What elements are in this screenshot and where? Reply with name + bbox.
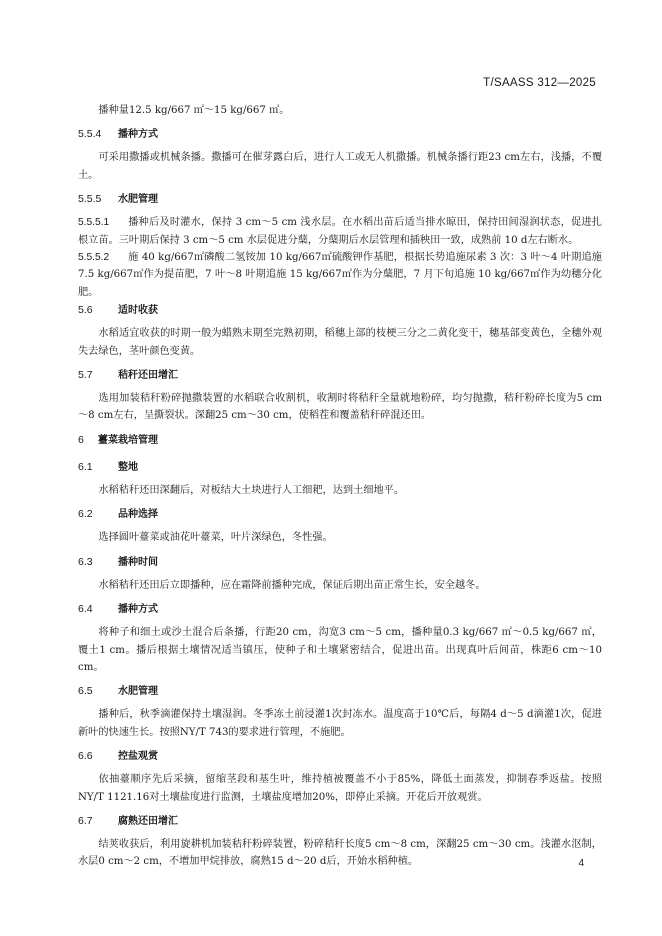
paragraph: 选择圆叶薹菜或油花叶薹菜，叶片深绿色，冬性强。 [98, 532, 333, 544]
paragraph: 结荚收获后，利用旋耕机加装秸秆粉碎装置，粉碎秸秆长度5 cm～8 cm，深翻25 cm～30 cm。浅灌水沤制，水层0 cm～2 cm，不增加甲烷排放，腐熟15 d～20 d后，开始水稻种植。 [78, 838, 602, 868]
section-heading [78, 125, 602, 144]
section-title: 薹菜栽培管理 [98, 434, 158, 446]
section-number: 6.2 [78, 508, 93, 521]
paragraph: 选用加装秸秆粉碎抛撒装置的水稻联合收割机，收割时将秸秆全量就地粉碎，均匀抛撒，秸秆粉碎长度为5 cm～8 cm左右，呈撕裂状。深翻25 cm～30 cm，使稻茬和覆盖秸秆碎混还田。 [78, 393, 602, 422]
paragraph: 将种子和细土或沙土混合后条播，行距20 cm，沟宽3 cm～5 cm，播种量0.3 kg/667 ㎡～0.5 kg/667 ㎡，覆土1 cm。播后根据土壤情况适当镇压，使种子和土壤紧密结合，促进出苗。出现真叶后间苗，株距6 cm～10 cm。 [78, 627, 602, 673]
section-heading [78, 431, 602, 450]
section-title: 整地 [118, 461, 138, 473]
section-number: 6.6 [78, 750, 93, 763]
section-number: 6 [78, 433, 84, 446]
section-number: 6.4 [78, 603, 93, 616]
paragraph: 播种后，秋季滴灌保持土壤湿润。冬季冻土前浸灌1次封冻水。温度高于10℃后，每隔4 d～5 d滴灌1次，促进新叶的快速生长。按照NY/T 743的要求进行管理，不施肥。 [78, 709, 602, 738]
section-number: 5.5.4 [78, 128, 102, 141]
subclause-text: 施 40 kg/667㎡磷酸二氢铵加 10 kg/667㎡硫酸钾作基肥，根据长势追施尿素 3 次：3 叶～4 叶期追施 7.5 kg/667㎡作为提苗肥，7 叶～8 叶期追施 15 kg/667㎡作为分蘖肥，7 月下旬追施 10 kg/667㎡作为幼穗分化肥。 [78, 252, 602, 298]
section-title: 适时收获 [118, 305, 158, 317]
paragraph: 水稻秸秆还田深翻后，对板结大土块进行人工细耙，达到土细地平。 [98, 484, 405, 496]
section-heading [78, 458, 602, 477]
section-heading [78, 600, 602, 619]
document-body [78, 102, 602, 877]
subclause [78, 249, 602, 301]
section-title: 秸秆还田增汇 [118, 370, 178, 382]
section-title: 播种时间 [118, 556, 158, 568]
section-heading [78, 682, 602, 701]
section-title: 控盐观赏 [118, 751, 158, 763]
section-heading [78, 812, 602, 831]
standard-number: T/SAASS 312—2025 [483, 77, 596, 89]
subclause [78, 214, 602, 249]
section-number: 5.7 [78, 369, 93, 382]
section-title: 水肥管理 [118, 686, 158, 698]
section-number: 6.7 [78, 814, 93, 827]
subclause-number: 5.5.5.2 [78, 252, 110, 264]
section-number: 6.1 [78, 460, 93, 473]
section-heading [78, 553, 602, 572]
paragraph: 水稻秸秆还田后立即播种，应在霜降前播种完成，保证后期出苗正常生长，安全越冬。 [98, 579, 486, 591]
section-heading [78, 190, 602, 209]
paragraph: 水稻适宜收获的时期一般为蜡熟末期至完熟初期，稻穗上部的枝梗三分之二黄化变干，穗基部变黄色，全穗外观失去绿色，茎叶颜色变黄。 [78, 328, 602, 357]
subclause-number: 5.5.5.1 [78, 217, 110, 229]
section-number: 5.6 [78, 304, 93, 317]
section-number: 6.3 [78, 555, 93, 568]
section-title: 播种方式 [118, 129, 158, 141]
page-number: 4 [578, 858, 584, 869]
section-title: 播种方式 [118, 604, 158, 616]
section-heading [78, 366, 602, 385]
section-heading [78, 301, 602, 320]
section-heading [78, 505, 602, 524]
section-number: 5.5.5 [78, 193, 102, 206]
section-title: 水肥管理 [118, 194, 158, 206]
paragraph: 可采用撒播或机械条播。撒播可在催芽露白后，进行人工或无人机撒播。机械条播行距23 cm左右，浅播，不覆土。 [78, 152, 602, 181]
section-title: 品种选择 [118, 509, 158, 521]
paragraph: 播种量12.5 kg/667 ㎡～15 kg/667 ㎡。 [98, 105, 290, 116]
section-number: 6.5 [78, 685, 93, 698]
subclause-text: 播种后及时灌水，保持 3 cm～5 cm 浅水层。在水稻出苗后适当排水晾田，保持田间湿润状态，促进扎根立苗。三叶期后保持 3 cm～5 cm 水层促进分蘖，分蘖期后水层管理和插秧田一致，成熟前 10 d左右断水。 [78, 217, 602, 246]
paragraph: 依抽薹顺序先后采摘，留缩茎段和基生叶，维持植被覆盖不小于85%，降低土面蒸发，抑制春季返盐。按照NY/T 1121.16对土壤盐度进行监测，土壤盐度增加20%，即停止采摘。开花后开放观赏。 [78, 774, 602, 803]
section-heading [78, 747, 602, 766]
section-title: 腐熟还田增汇 [118, 815, 178, 827]
